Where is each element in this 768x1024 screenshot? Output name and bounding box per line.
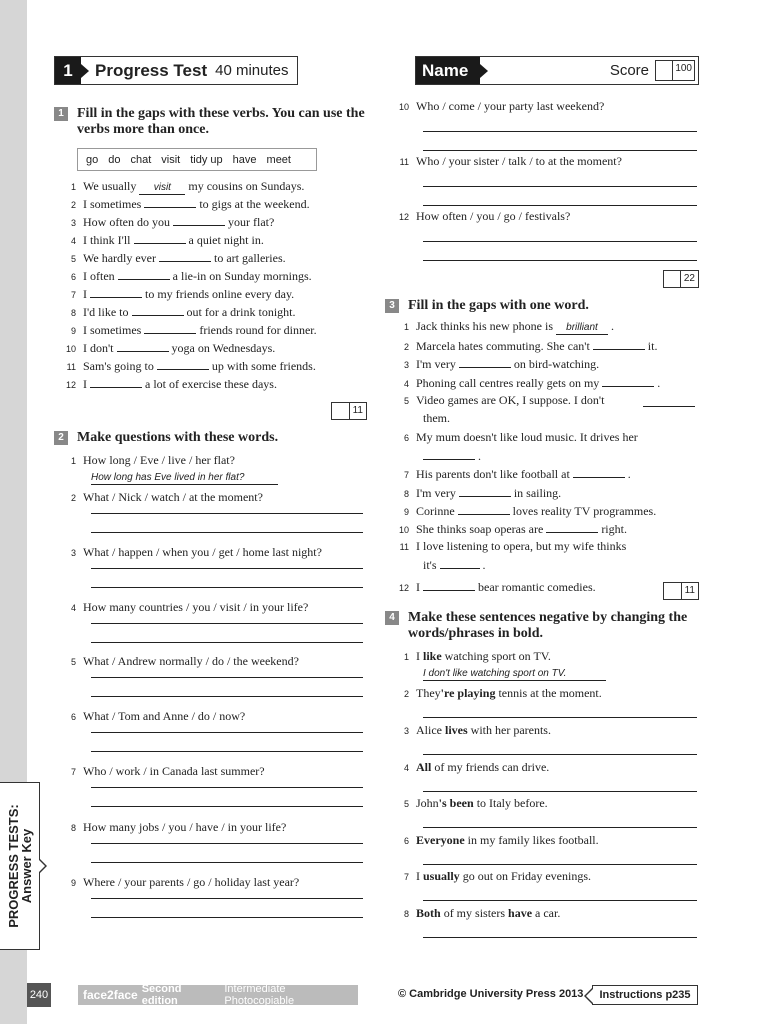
item-number: 4 xyxy=(70,236,76,246)
item-number: 11 xyxy=(66,362,76,372)
sentence-start: His parents don't like football at xyxy=(416,467,570,481)
sentence-end: a lot of exercise these days. xyxy=(145,377,277,391)
item-number: 3 xyxy=(403,726,409,736)
sentence-part: tennis at the moment. xyxy=(495,686,602,700)
sentence-text xyxy=(416,723,551,738)
sentence-end: them. xyxy=(423,411,450,425)
item-number: 6 xyxy=(70,712,76,722)
item-number: 11 xyxy=(399,542,409,552)
item-number: 1 xyxy=(70,182,76,192)
bold-phrase: like xyxy=(423,649,442,663)
answer-gap[interactable] xyxy=(159,250,211,262)
sentence-start: I think I'll xyxy=(83,233,131,247)
sentence-end: it's xyxy=(423,558,437,572)
sentence-start: Marcela hates commuting. She can't xyxy=(416,339,590,353)
section-3-badge: 3 xyxy=(385,299,399,313)
gap-fill-item xyxy=(395,503,656,519)
item-number: 8 xyxy=(70,308,76,318)
answer-gap[interactable] xyxy=(90,376,142,388)
answer-line[interactable] xyxy=(91,732,363,733)
brand-level: Intermediate Photocopiable xyxy=(224,983,295,1007)
section-3-title: Fill in the gaps with one word. xyxy=(408,298,589,313)
sentence-end: my cousins on Sundays. xyxy=(188,179,305,193)
item-number: 5 xyxy=(70,657,76,667)
item-number: 9 xyxy=(403,507,409,517)
section-1-items xyxy=(62,177,317,393)
gap-fill-item xyxy=(395,393,604,408)
section-2-title: Make questions with these words. xyxy=(77,430,279,445)
sentence-end: . xyxy=(611,319,614,333)
item-number: 11 xyxy=(399,157,409,167)
question-item xyxy=(62,875,299,890)
question-item xyxy=(62,490,263,505)
item-number: 6 xyxy=(403,433,409,443)
item-number: 3 xyxy=(70,218,76,228)
gap-fill-item xyxy=(62,321,317,339)
section-1-badge: 1 xyxy=(54,107,68,121)
verb-option: tidy up xyxy=(190,153,223,166)
name-score-header xyxy=(415,56,699,85)
question-prompt: How many countries / you / visit / in your life? xyxy=(83,600,309,614)
question-prompt: What / happen / when you / get / home last night? xyxy=(83,545,322,559)
section-1-mark: 11 xyxy=(349,403,366,419)
answer-line[interactable] xyxy=(423,864,697,865)
item-number: 7 xyxy=(70,290,76,300)
sentence-end: a lie-in on Sunday mornings. xyxy=(172,269,312,283)
sentence-text xyxy=(416,686,602,701)
instructions-link[interactable]: Instructions p235 xyxy=(592,985,698,1005)
answer-line[interactable] xyxy=(91,696,363,697)
answer-line[interactable] xyxy=(91,568,363,569)
answer-line[interactable] xyxy=(423,791,697,792)
sentence-start: Corinne xyxy=(416,504,455,518)
item-number: 6 xyxy=(403,836,409,846)
gap-fill-continuation xyxy=(423,557,486,573)
answer-line[interactable] xyxy=(91,843,363,844)
bold-phrase: lives xyxy=(445,723,468,737)
sentence-text xyxy=(416,760,549,775)
answer-line[interactable] xyxy=(91,642,363,643)
answer-gap[interactable] xyxy=(157,358,209,370)
item-number: 7 xyxy=(403,470,409,480)
sentence-start: Jack thinks his new phone is xyxy=(416,319,553,333)
bold-phrase: 're playing xyxy=(440,686,496,700)
question-prompt: How long / Eve / live / her flat? xyxy=(83,453,235,467)
gap-fill-item xyxy=(62,357,317,375)
answer-gap[interactable] xyxy=(458,503,510,515)
sentence-item xyxy=(395,760,549,775)
gap-fill-item xyxy=(395,485,561,501)
sentence-item xyxy=(395,833,599,848)
question-item xyxy=(62,764,265,779)
item-number: 1 xyxy=(70,456,76,466)
sentence-start: I love listening to opera, but my wife thinks xyxy=(416,539,627,553)
sentence-part: They xyxy=(416,686,441,700)
sentence-end: loves reality TV programmes. xyxy=(512,504,657,518)
answer-line[interactable] xyxy=(91,862,363,863)
item-number: 3 xyxy=(403,360,409,370)
answer-line[interactable] xyxy=(423,186,697,187)
sentence-end: out for a drink tonight. xyxy=(186,305,296,319)
sentence-end: on bird-watching. xyxy=(513,357,600,371)
answer-line[interactable] xyxy=(423,754,697,755)
sentence-end: . xyxy=(478,449,481,463)
question-prompt: Who / your sister / talk / to at the moment? xyxy=(416,154,622,168)
answer-line[interactable] xyxy=(423,150,697,151)
sentence-end: . xyxy=(657,376,661,390)
gap-fill-item xyxy=(62,177,317,195)
answer-gap[interactable] xyxy=(459,356,511,368)
answer-line[interactable] xyxy=(91,677,363,678)
item-number: 5 xyxy=(403,396,409,406)
answer-line[interactable] xyxy=(91,917,363,918)
item-number: 2 xyxy=(70,200,76,210)
sentence-start: I xyxy=(83,377,87,391)
section-3-heading xyxy=(385,298,705,314)
item-number: 1 xyxy=(403,652,409,662)
sentence-period: . xyxy=(482,558,486,572)
score-total: 100 xyxy=(672,61,694,80)
item-number: 4 xyxy=(70,603,76,613)
section-3-mark: 11 xyxy=(681,583,698,599)
sentence-start: We usually xyxy=(83,179,137,193)
item-number: 6 xyxy=(70,272,76,282)
test-header xyxy=(54,56,298,85)
answer-line[interactable] xyxy=(91,623,363,624)
item-number: 8 xyxy=(70,823,76,833)
sentence-start: I don't xyxy=(83,341,114,355)
sentence-start: Phoning call centres really gets on my xyxy=(416,376,600,390)
sentence-text xyxy=(416,869,591,884)
sentence-start: I sometimes xyxy=(83,197,142,211)
gap-fill-item xyxy=(395,319,614,335)
question-prompt: What / Tom and Anne / do / now? xyxy=(83,709,246,723)
question-item xyxy=(62,820,286,835)
bold-phrase: have xyxy=(508,906,533,920)
sentence-part: of my sisters xyxy=(440,906,509,920)
bold-phrase: Everyone xyxy=(416,833,465,847)
sentence-end: your flat? xyxy=(228,215,275,229)
section-1-mark-box[interactable] xyxy=(331,402,367,420)
sentence-part: I xyxy=(416,869,423,883)
item-number: 10 xyxy=(398,525,409,535)
question-prompt: How many jobs / you / have / in your life? xyxy=(83,820,287,834)
answer-gap[interactable] xyxy=(459,485,511,497)
test-number: 1 xyxy=(55,57,81,84)
question-item xyxy=(395,99,604,114)
sentence-start: I sometimes xyxy=(83,323,142,337)
question-item xyxy=(62,600,308,615)
gap-fill-item xyxy=(395,430,638,445)
item-number: 12 xyxy=(398,583,409,593)
answer-gap[interactable] xyxy=(546,521,598,533)
section-1-title: Fill in the gaps with these verbs. You can use the verbs more than once. xyxy=(77,106,365,137)
sentence-part: with her parents. xyxy=(467,723,551,737)
answer-gap[interactable] xyxy=(173,214,225,226)
verb-option: go xyxy=(86,153,99,166)
gap-fill-item xyxy=(395,338,657,354)
answer-line[interactable] xyxy=(91,787,363,788)
example-answer: How long has Eve lived in her flat? xyxy=(91,471,278,485)
sentence-start: My mum doesn't like loud music. It drives her xyxy=(416,430,638,444)
gap-fill-continuation xyxy=(423,411,450,426)
verb-option: visit xyxy=(161,153,181,166)
answer-gap[interactable] xyxy=(134,232,186,244)
answer-gap[interactable] xyxy=(423,448,475,460)
answer-line[interactable] xyxy=(423,717,697,718)
gap-fill-continuation xyxy=(423,448,481,464)
answer-gap[interactable] xyxy=(440,557,480,569)
sentence-part: in my family likes football. xyxy=(464,833,599,847)
item-number: 9 xyxy=(70,326,76,336)
sentence-text xyxy=(416,906,560,921)
sentence-start: We hardly ever xyxy=(83,251,156,265)
sentence-start: I'm very xyxy=(416,357,456,371)
answer-gap[interactable] xyxy=(593,338,645,350)
sentence-part: a car. xyxy=(532,906,561,920)
question-prompt: How often / you / go / festivals? xyxy=(416,209,571,223)
item-number: 4 xyxy=(403,763,409,773)
sentence-start: I xyxy=(416,580,420,594)
sentence-end: bear romantic comedies. xyxy=(478,580,596,594)
answer-gap[interactable] xyxy=(132,304,184,316)
sentence-part: I xyxy=(416,649,423,663)
item-number: 9 xyxy=(70,878,76,888)
section-3-mark-box[interactable] xyxy=(663,582,699,600)
section-tab-line1: PROGRESS TESTS: xyxy=(6,804,21,928)
answer-gap[interactable] xyxy=(144,196,196,208)
sentence-start: I xyxy=(83,287,87,301)
item-number: 8 xyxy=(403,909,409,919)
answer-line[interactable] xyxy=(423,241,697,242)
answer-line[interactable] xyxy=(423,937,697,938)
answer-gap[interactable] xyxy=(117,340,169,352)
sentence-part: go out on Friday evenings. xyxy=(459,869,592,883)
bold-phrase: 's been xyxy=(438,796,474,810)
item-number: 4 xyxy=(403,379,409,389)
gap-fill-item xyxy=(395,466,631,482)
sentence-text xyxy=(416,833,599,848)
question-prompt: Where / your parents / go / holiday last year? xyxy=(83,875,300,889)
verb-option: have xyxy=(232,153,257,166)
gap-fill-item xyxy=(62,375,317,393)
sentence-part: Alice xyxy=(416,723,445,737)
answer-line[interactable] xyxy=(423,260,697,261)
item-number: 12 xyxy=(65,380,76,390)
section-2-heading xyxy=(54,430,384,446)
question-prompt: Who / work / in Canada last summer? xyxy=(83,764,265,778)
gap-fill-item xyxy=(395,375,660,391)
answer-line[interactable] xyxy=(91,532,363,533)
question-item xyxy=(62,545,322,560)
score-label: Score xyxy=(609,62,649,79)
sentence-part: of my friends can drive. xyxy=(431,760,550,774)
question-item xyxy=(395,154,622,169)
score-box[interactable] xyxy=(655,60,695,81)
answer-gap[interactable] xyxy=(118,268,170,280)
bold-phrase: Both xyxy=(416,906,441,920)
item-number: 2 xyxy=(403,689,409,699)
verb-option: meet xyxy=(266,153,291,166)
item-number: 2 xyxy=(403,342,409,352)
answer-line[interactable] xyxy=(91,587,363,588)
sentence-item xyxy=(395,649,551,664)
section-4-heading xyxy=(385,610,705,642)
gap-fill-item xyxy=(62,195,317,213)
name-label: Name xyxy=(416,57,480,84)
sentence-part: John xyxy=(416,796,439,810)
gap-fill-item xyxy=(395,579,596,595)
item-number: 12 xyxy=(398,212,409,222)
item-number: 3 xyxy=(70,548,76,558)
sentence-end: . xyxy=(627,467,631,481)
footer-brand xyxy=(78,985,358,1005)
sentence-start: I often xyxy=(83,269,115,283)
sentence-part: to Italy before. xyxy=(473,796,548,810)
sentence-end: in sailing. xyxy=(513,486,562,500)
verb-option: do xyxy=(108,153,121,166)
answer-line[interactable] xyxy=(423,131,697,132)
brand-edition: Second edition xyxy=(141,983,182,1007)
answer-line[interactable] xyxy=(91,513,363,514)
answer-line[interactable] xyxy=(91,751,363,752)
item-number: 5 xyxy=(70,254,76,264)
bold-phrase: usually xyxy=(423,869,460,883)
sentence-end: a quiet night in. xyxy=(188,233,264,247)
gap-fill-item xyxy=(62,249,317,267)
sentence-end: to gigs at the weekend. xyxy=(199,197,310,211)
question-item xyxy=(395,209,570,224)
example-answer: I don't like watching sport on TV. xyxy=(423,667,606,681)
answer-line[interactable] xyxy=(91,806,363,807)
answer-gap[interactable] xyxy=(573,466,625,478)
sentence-start: How often do you xyxy=(83,215,170,229)
test-duration: 40 minutes xyxy=(215,62,289,79)
sentence-text xyxy=(416,796,548,811)
brand-name: face2face xyxy=(83,988,138,1002)
bold-phrase: All xyxy=(416,760,432,774)
section-tab-arrow xyxy=(39,858,47,874)
section-2-badge: 2 xyxy=(54,431,68,445)
answer-line[interactable] xyxy=(423,827,697,828)
item-number: 2 xyxy=(70,493,76,503)
section-tab-line2: Answer Key xyxy=(19,828,34,904)
gap-fill-item xyxy=(395,539,626,554)
sentence-item xyxy=(395,686,602,701)
sentence-part: watching sport on TV. xyxy=(441,649,551,663)
section-tab-label xyxy=(7,804,33,928)
sentence-item xyxy=(395,723,551,738)
sentence-end: up with some friends. xyxy=(211,359,316,373)
page-number: 240 xyxy=(27,983,51,1007)
section-2-mark: 22 xyxy=(680,271,698,287)
item-number: 7 xyxy=(70,767,76,777)
question-item xyxy=(62,654,299,669)
item-number: 10 xyxy=(65,344,76,354)
gap-fill-item xyxy=(62,303,317,321)
sentence-start: I'm very xyxy=(416,486,456,500)
item-number: 1 xyxy=(403,322,409,332)
answer-gap[interactable] xyxy=(423,579,475,591)
sentence-item xyxy=(395,869,591,884)
item-number: 7 xyxy=(403,872,409,882)
question-prompt: What / Andrew normally / do / the weekend? xyxy=(83,654,299,668)
example-answer: brilliant xyxy=(556,322,608,335)
section-4-title: Make these sentences negative by changing the words/phrases in bold. xyxy=(408,610,688,641)
verb-option: chat xyxy=(130,153,152,166)
sentence-start: I'd like to xyxy=(83,305,129,319)
sentence-start: Sam's going to xyxy=(83,359,154,373)
copyright: © Cambridge University Press 2013 xyxy=(398,988,584,1000)
sentence-start: Video games are OK, I suppose. I don't xyxy=(416,393,605,407)
section-1-heading xyxy=(54,106,384,138)
gap-fill-item xyxy=(395,356,599,372)
answer-gap[interactable] xyxy=(643,395,695,407)
gap-fill-item xyxy=(62,339,317,357)
gap-fill-item xyxy=(62,213,317,231)
example-answer: visit xyxy=(139,182,185,195)
test-title: Progress Test xyxy=(95,60,208,80)
sentence-item xyxy=(395,906,560,921)
section-4-badge: 4 xyxy=(385,611,399,625)
sentence-end: friends round for dinner. xyxy=(199,323,317,337)
answer-gap[interactable] xyxy=(144,322,196,334)
sentence-item xyxy=(395,796,548,811)
answer-line[interactable] xyxy=(423,205,697,206)
answer-gap[interactable] xyxy=(602,375,654,387)
question-prompt: Who / come / your party last weekend? xyxy=(416,99,605,113)
sentence-end: right. xyxy=(601,522,627,536)
verb-box xyxy=(77,148,317,171)
item-number: 8 xyxy=(403,489,409,499)
sentence-end: to art galleries. xyxy=(214,251,286,265)
question-item xyxy=(62,453,235,468)
gap-fill-item xyxy=(62,231,317,249)
sentence-end: yoga on Wednesdays. xyxy=(171,341,276,355)
gap-fill-item xyxy=(395,521,627,537)
sentence-end: it. xyxy=(647,339,658,353)
answer-line[interactable] xyxy=(91,898,363,899)
item-number: 10 xyxy=(398,102,409,112)
answer-line[interactable] xyxy=(423,900,697,901)
sentence-end: to my friends online every day. xyxy=(145,287,295,301)
question-item xyxy=(62,709,245,724)
item-number: 5 xyxy=(403,799,409,809)
gap-fill-item xyxy=(62,285,317,303)
gap-fill-item xyxy=(62,267,317,285)
question-prompt: What / Nick / watch / at the moment? xyxy=(83,490,263,504)
answer-gap[interactable] xyxy=(90,286,142,298)
section-2-mark-box[interactable] xyxy=(663,270,699,288)
sentence-start: She thinks soap operas are xyxy=(416,522,544,536)
sentence-text xyxy=(416,649,551,664)
